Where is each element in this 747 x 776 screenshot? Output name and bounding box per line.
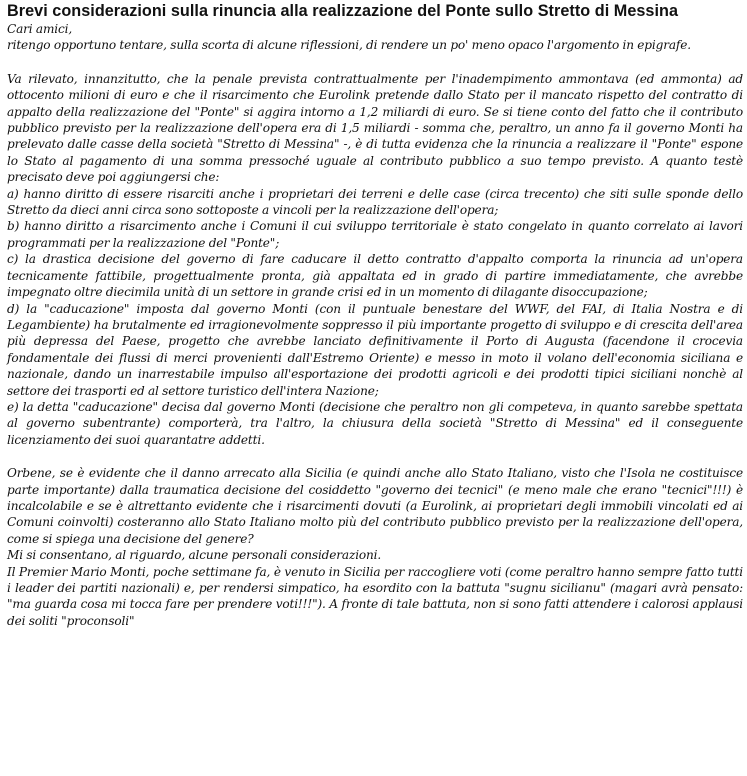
paragraph-considerations: Mi si consentano, al riguardo, alcune personali considerazioni. [7, 548, 382, 563]
list-item-b: b) hanno diritto a risarcimento anche i Comuni il cui sviluppo territoriale è stato congelato in quanto correlato ai lavori programmati per la realizzazione del "Ponte"; [7, 219, 743, 250]
paragraph-gap [7, 54, 743, 71]
document-body [7, 21, 743, 629]
intro-paragraph: ritengo opportuno tentare, sulla scorta di alcune riflessioni, di rendere un po' meno opaco l'argomento in epigrafe. [7, 38, 691, 53]
list-item-a: a) hanno diritto di essere risarciti anche i proprietari dei terreni e delle case (circa trecento) che siti sulle sponde dello Stretto da dieci anni circa sono sottoposte a vincoli per la realizzazione dell'opera; [7, 186, 743, 218]
list-item-d: d) la "caducazione" imposta dal governo Monti (con il puntuale benestare del WWF, del FAI, di Italia Nostra e di Legambiente) ha brutalmente ed irragionevolmente soppresso il più importante progetto di sviluppo e di crescita dell'area più depressa del Paese, progetto che avrebbe lanciato definitivamente il Porto di Augusta (facendone il crocevia fondamentale dei flussi di merci provenienti dall'Estremo Oriente) e messo in moto il volano dell'economia siciliana e nazionale, dando un inarrestabile impulso all'esportazione dei prodotti agricoli e dei prodotti tipici siciliani nonchè al settore dei trasporti ed al settore turistico dell'intera Nazione; [7, 301, 743, 398]
paragraph-penalty: Va rilevato, innanzitutto, che la penale prevista contrattualmente per l'inadempimento ammontava (ed ammonta) ad ottocento milioni di euro e che il risarcimento che Eurolink pretende dallo Stato per il mancato rispetto del contratto di appalto della realizzazione del "Ponte" si aggira intorno a 1,2 miliardi di euro. Se si tiene conto del fatto che il contributo pubblico previsto per la realizzazione dell'opera era di 1,5 miliardi - somma che, peraltro, un anno fa il governo Monti ha prelevato dalle casse della società "Stretto di Messina" -, è di tutta evidenza che la rinuncia a realizzare il "Ponte" espone lo Stato al pagamento di una somma pressoché uguale al contributo pubblico a suo tempo previsto. A quanto testè precisato deve poi aggiungersi che: [7, 71, 743, 185]
document-title: Brevi considerazioni sulla rinuncia alla realizzazione del Ponte sullo Stretto di Messina [7, 2, 679, 20]
document-page [7, 0, 743, 629]
paragraph-damage: Orbene, se è evidente che il danno arrecato alla Sicilia (e quindi anche allo Stato Italiano, visto che l'Isola ne costituisce parte importante) dalla traumatica decisione del cosiddetto "governo dei tecnici" (e meno male che erano "tecnici"!!!) è incalcolabile e se è altrettanto evidente che i risarcimenti dovuti (a Eurolink, ai proprietari degli immobili vincolati ed ai Comuni coinvolti) costeranno allo Stato Italiano molto più del contributo pubblico previsto per la realizzazione dell'opera, come si spiega una decisione del genere? [7, 466, 743, 546]
paragraph-monti: Il Premier Mario Monti, poche settimane fa, è venuto in Sicilia per raccogliere voti (come peraltro hanno sempre fatto tutti i leader dei partiti nazionali) e, per rendersi simpatico, ha esordito con la battuta "sugnu sicilianu" (magari avrà pensato: "ma guarda cosa mi tocca fare per prendere voti!!!"). A fronte di tale battuta, non si sono fatti attendere i calorosi applausi dei soliti "proconsoli" [7, 564, 743, 628]
greeting: Cari amici, [7, 22, 73, 36]
list-item-c: c) la drastica decisione del governo di fare caducare il detto contratto d'appalto comporta la rinuncia ad un'opera tecnicamente fattibile, progettualmente pronta, già appaltata ed in grado di partire immediatamente, che avrebbe impegnato oltre diecimila unità di un settore in grande crisi ed in un momento di dilagante disoccupazione; [7, 252, 743, 300]
paragraph-gap [7, 448, 743, 465]
list-item-e: e) la detta "caducazione" decisa dal governo Monti (decisione che peraltro non gli competeva, in quanto sarebbe spettata al governo subentrante) comporterà, tra l'altro, la chiusura della società "Stretto di Messina" ed il conseguente licenziamento dei suoi quarantatre addetti. [7, 399, 743, 447]
